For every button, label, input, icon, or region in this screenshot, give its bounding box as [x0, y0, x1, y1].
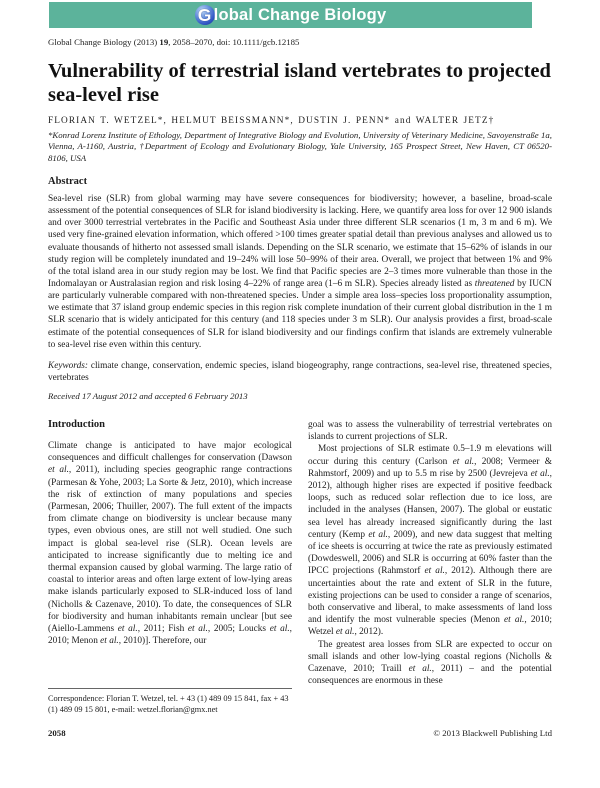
article-title: Vulnerability of terrestrial island vertebrates to projected sea-level rise	[48, 60, 551, 106]
introduction-heading: Introduction	[48, 418, 105, 430]
banner-title-initial: G	[197, 5, 212, 25]
abstract-heading: Abstract	[48, 175, 88, 187]
introduction-paragraph: Climate change is anticipated to have major ecological consequences and difficult challenges for conservation (Dawson et al., 2011), including species geographic range contractions (Parmesan & Yohe, 2003; La Sorte & Jetz, 2010), which increase the risk of extinction of many populations and species (Parmesan, 2006; Thuiller, 2007). The full extent of the impacts from climate change on biodiversity is unclear because many types, even obvious ones, are still not well studied. One such impact is global sea-level rise (SLR). Ocean levels are anticipated to increase significantly due to melting ice and thermal expansion caused by global warming. The large ratio of coastal to interior areas and often large extent of low-lying areas make islands particularly exposed to SLR-induced loss of land (Nicholls & Cazenave, 2010). To date, the consequences of SLR for biodiversity and human inhabitants remain unclear [but see (Aiello-Lammens et al., 2011; Fish et al., 2005; Loucks et al., 2010; Menon et al., 2010)]. Therefore, our	[48, 440, 292, 647]
copyright-notice: © 2013 Blackwell Publishing Ltd	[433, 728, 552, 738]
page-footer	[48, 728, 552, 738]
banner-title-rest: lobal Change Biology	[213, 5, 387, 24]
journal-banner	[49, 2, 532, 28]
correspondence-note: Correspondence: Florian T. Wetzel, tel. + 43 (1) 489 09 15 841, fax + 43 (1) 489 09 15 801, e-mail: wetzel.florian@gmx.net	[48, 688, 292, 715]
left-column	[48, 419, 292, 715]
body-paragraph: Most projections of SLR estimate 0.5–1.9 m elevations will occur during this century (Carlson et al., 2008; Vermeer & Rahmstorf, 2009) and up to 5.5 m rise by 2500 (Jevrejeva et al., 2012), although higher rises are expected if positive feedback loops, such as reduced solar reflection due to ice loss, are included in the analyses (Hansen, 2007). The global or eustatic sea level has already increased significantly during the last century (Kemp et al., 2009), and new data suggest that melting of ice sheets is occurring at twice the rate as previously estimated (Dowdeswell, 2006) and SLR is occurring at 60% faster than the IPCC projections (Rahmstorf et al., 2012). Although there are uncertainties about the rate and extent of SLR in the future, existing projections can be used to consider a range of scenarios, both conservative and liberal, to make assessments of land loss and identify the most vulnerable species (Menon et al., 2010; Wetzel et al., 2012).	[308, 444, 552, 638]
keywords-line	[48, 360, 552, 384]
body-paragraph: The greatest area losses from SLR are expected to occur on small islands and other low-lying coastal regions (Nicholls & Cazenave, 2010; Traill et al., 2011) – and the potential consequences are enormous in these	[308, 639, 553, 687]
citation-volume: 19	[159, 37, 169, 47]
received-accepted-line: Received 17 August 2012 and accepted 6 February 2013	[48, 390, 248, 401]
right-column	[308, 419, 552, 715]
globe-icon	[195, 5, 215, 25]
abstract-text: Sea-level rise (SLR) from global warming may have severe consequences for biodiversity; however, a baseline, broad-scale assessment of the potential consequences of SLR for island biodiversity is lacking. Here, we quantify area loss for over 12 900 islands and over 3000 terrestrial vertebrates in the Pacific and Southeast Asia under three different SLR scenarios (1 m, 3 m and 6 m). We used very fine-grained elevation information, which offered >100 times greater spatial detail than previous analyses and allowed us to evaluate thousands of hitherto not assessed small islands. Depending on the SLR scenario, we estimate that 15–62% of islands in our study region will be completely inundated and 19–24% will lose 50–99% of their area. Overall, we project that between 1% and 9% of the total island area in our study region may be lost. We find that Pacific species are 2–3 times more vulnerable than those in the Indomalayan or Australasian region and risk losing 4–22% of range area (1–6 m SLR). Species already listed as threatened by IUCN are particularly vulnerable compared with non-threatened species. Under a simple area loss–species loss proportionality assumption, we estimate that 37 island group endemic species in this region risk complete inundation of their current global distribution in the 1 m SLR scenario that is widely anticipated for this century (and 118 species under 3 m SLR). Our analysis provides a first, broad-scale estimate of the potential consequences of SLR for island biodiversity and our findings confirm that islands are extremely vulnerable to sea-level rise even within this century.	[48, 193, 552, 350]
author-list: FLORIAN T. WETZEL*, HELMUT BEISSMANN*, DUSTIN J. PENN* and WALTER JETZ†	[48, 116, 495, 126]
body-paragraph: goal was to assess the vulnerability of terrestrial vertebrates on islands to current projections of SLR.	[308, 419, 552, 443]
affiliations: *Konrad Lorenz Institute of Ethology, Department of Integrative Biology and Evolution, University of Veterinary Medicine, Savoyenstraße 1a, Vienna, A-1160, Austria, †Department of Ecology and Evolutionary Biology, Yale University, 165 Prospect Street, New Haven, CT 06520-8106, USA	[48, 130, 552, 163]
keywords-label: Keywords:	[48, 360, 88, 371]
page-number: 2058	[48, 728, 66, 738]
keywords-text: climate change, conservation, endemic species, island biogeography, range contractions, sea-level rise, threatened species, vertebrates	[48, 360, 552, 383]
citation-prefix: Global Change Biology (2013)	[48, 37, 160, 47]
citation-line	[48, 37, 552, 47]
body-columns	[48, 419, 552, 715]
citation-suffix: , 2058–2070, doi: 10.1111/gcb.12185	[168, 37, 300, 47]
